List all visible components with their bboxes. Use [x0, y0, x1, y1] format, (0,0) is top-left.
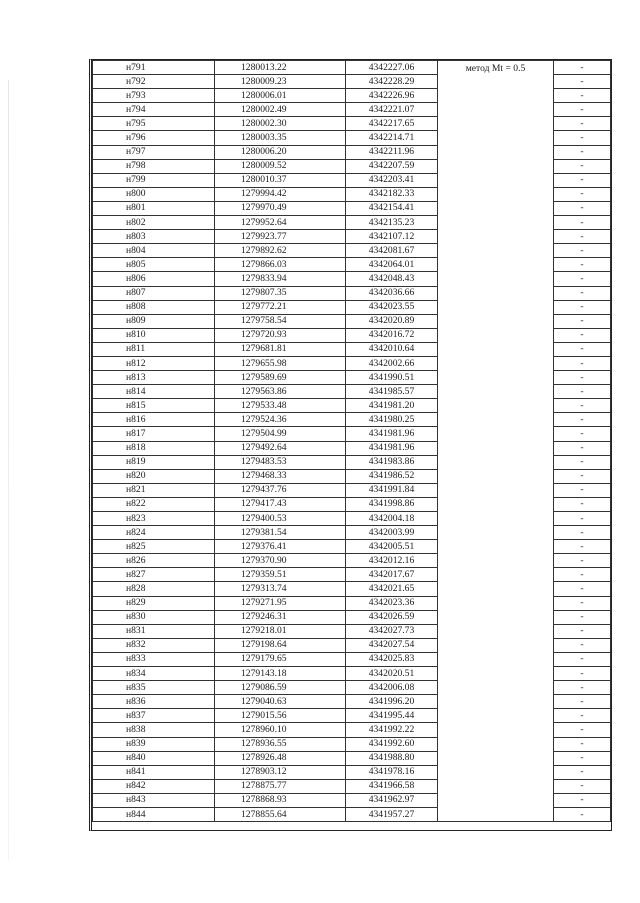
- description-cell: -: [554, 807, 611, 821]
- description-cell: -: [554, 371, 611, 385]
- x-coordinate-cell: 1279086.59: [215, 681, 346, 695]
- y-coordinate-cell: 4341992.60: [346, 737, 438, 751]
- y-coordinate-cell: 4342016.72: [346, 328, 438, 342]
- description-cell: -: [554, 201, 611, 215]
- description-cell: -: [554, 103, 611, 117]
- point-id-cell: н835: [93, 681, 215, 695]
- x-coordinate-cell: 1279866.03: [215, 258, 346, 272]
- y-coordinate-cell: 4342214.71: [346, 131, 438, 145]
- x-coordinate-cell: 1279359.51: [215, 568, 346, 582]
- x-coordinate-cell: 1278936.55: [215, 737, 346, 751]
- y-coordinate-cell: 4342064.01: [346, 258, 438, 272]
- point-id-cell: н823: [93, 512, 215, 526]
- y-coordinate-cell: 4342003.99: [346, 526, 438, 540]
- description-cell: -: [554, 75, 611, 89]
- point-id-cell: н803: [93, 230, 215, 244]
- x-coordinate-cell: 1279218.01: [215, 624, 346, 638]
- description-cell: -: [554, 610, 611, 624]
- y-coordinate-cell: 4341992.22: [346, 723, 438, 737]
- description-cell: -: [554, 230, 611, 244]
- point-id-cell: н815: [93, 399, 215, 413]
- description-cell: -: [554, 737, 611, 751]
- description-cell: -: [554, 723, 611, 737]
- point-id-cell: н820: [93, 469, 215, 483]
- x-coordinate-cell: 1279143.18: [215, 667, 346, 681]
- x-coordinate-cell: 1279198.64: [215, 638, 346, 652]
- y-coordinate-cell: 4341981.96: [346, 427, 438, 441]
- description-cell: -: [554, 596, 611, 610]
- description-cell: -: [554, 765, 611, 779]
- point-id-cell: н813: [93, 371, 215, 385]
- y-coordinate-cell: 4341966.58: [346, 779, 438, 793]
- y-coordinate-cell: 4342226.96: [346, 89, 438, 103]
- y-coordinate-cell: 4341981.20: [346, 399, 438, 413]
- point-id-cell: н800: [93, 187, 215, 201]
- x-coordinate-cell: 1278855.64: [215, 807, 346, 821]
- point-id-cell: н843: [93, 793, 215, 807]
- x-coordinate-cell: 1279533.48: [215, 399, 346, 413]
- y-coordinate-cell: 4342036.66: [346, 286, 438, 300]
- description-cell: -: [554, 328, 611, 342]
- point-id-cell: н805: [93, 258, 215, 272]
- description-cell: -: [554, 455, 611, 469]
- x-coordinate-cell: 1279758.54: [215, 314, 346, 328]
- point-id-cell: н836: [93, 695, 215, 709]
- point-id-cell: н802: [93, 216, 215, 230]
- y-coordinate-cell: 4342221.07: [346, 103, 438, 117]
- description-cell: -: [554, 624, 611, 638]
- description-cell: -: [554, 469, 611, 483]
- point-id-cell: н812: [93, 356, 215, 370]
- x-coordinate-cell: 1279381.54: [215, 526, 346, 540]
- y-coordinate-cell: 4342026.59: [346, 610, 438, 624]
- point-id-cell: н797: [93, 145, 215, 159]
- description-cell: -: [554, 173, 611, 187]
- y-coordinate-cell: 4342228.29: [346, 75, 438, 89]
- description-cell: -: [554, 286, 611, 300]
- description-cell: -: [554, 399, 611, 413]
- point-id-cell: н834: [93, 667, 215, 681]
- x-coordinate-cell: 1279772.21: [215, 300, 346, 314]
- x-coordinate-cell: 1279040.63: [215, 695, 346, 709]
- x-coordinate-cell: 1279246.31: [215, 610, 346, 624]
- point-id-cell: н839: [93, 737, 215, 751]
- x-coordinate-cell: 1279417.43: [215, 497, 346, 511]
- y-coordinate-cell: 4341985.57: [346, 385, 438, 399]
- x-coordinate-cell: 1279400.53: [215, 512, 346, 526]
- y-coordinate-cell: 4342004.18: [346, 512, 438, 526]
- y-coordinate-cell: 4342002.66: [346, 356, 438, 370]
- y-coordinate-cell: 4342017.67: [346, 568, 438, 582]
- x-coordinate-cell: 1278926.48: [215, 751, 346, 765]
- description-cell: -: [554, 61, 611, 75]
- x-coordinate-cell: 1280006.20: [215, 145, 346, 159]
- coordinates-table-body: [93, 61, 611, 822]
- x-coordinate-cell: 1279492.64: [215, 441, 346, 455]
- point-id-cell: н844: [93, 807, 215, 821]
- description-cell: -: [554, 526, 611, 540]
- point-id-cell: н810: [93, 328, 215, 342]
- y-coordinate-cell: 4342021.65: [346, 582, 438, 596]
- coordinates-table: [92, 60, 611, 822]
- x-coordinate-cell: 1279370.90: [215, 554, 346, 568]
- coordinates-table-frame: [89, 59, 612, 831]
- description-cell: -: [554, 582, 611, 596]
- point-id-cell: н814: [93, 385, 215, 399]
- x-coordinate-cell: 1279179.65: [215, 652, 346, 666]
- point-id-cell: н831: [93, 624, 215, 638]
- point-id-cell: н824: [93, 526, 215, 540]
- y-coordinate-cell: 4341986.52: [346, 469, 438, 483]
- point-id-cell: н842: [93, 779, 215, 793]
- point-id-cell: н829: [93, 596, 215, 610]
- description-cell: -: [554, 497, 611, 511]
- x-coordinate-cell: 1280010.37: [215, 173, 346, 187]
- description-cell: -: [554, 681, 611, 695]
- point-id-cell: н794: [93, 103, 215, 117]
- point-id-cell: н807: [93, 286, 215, 300]
- y-coordinate-cell: 4342023.55: [346, 300, 438, 314]
- y-coordinate-cell: 4342012.16: [346, 554, 438, 568]
- description-cell: -: [554, 779, 611, 793]
- point-id-cell: н795: [93, 117, 215, 131]
- description-cell: -: [554, 638, 611, 652]
- x-coordinate-cell: 1278903.12: [215, 765, 346, 779]
- point-id-cell: н833: [93, 652, 215, 666]
- description-cell: -: [554, 300, 611, 314]
- point-id-cell: н791: [93, 61, 215, 75]
- scan-edge-artifact: [8, 80, 9, 860]
- x-coordinate-cell: 1280006.01: [215, 89, 346, 103]
- x-coordinate-cell: 1279892.62: [215, 244, 346, 258]
- point-id-cell: н841: [93, 765, 215, 779]
- x-coordinate-cell: 1280003.35: [215, 131, 346, 145]
- y-coordinate-cell: 4342020.89: [346, 314, 438, 328]
- point-id-cell: н799: [93, 173, 215, 187]
- description-cell: -: [554, 342, 611, 356]
- x-coordinate-cell: 1279468.33: [215, 469, 346, 483]
- y-coordinate-cell: 4341981.96: [346, 441, 438, 455]
- description-cell: -: [554, 159, 611, 173]
- description-cell: -: [554, 131, 611, 145]
- method-cell: метод Mt = 0.5: [438, 61, 554, 822]
- point-id-cell: н808: [93, 300, 215, 314]
- x-coordinate-cell: 1279437.76: [215, 483, 346, 497]
- description-cell: -: [554, 441, 611, 455]
- x-coordinate-cell: 1279923.77: [215, 230, 346, 244]
- y-coordinate-cell: 4341990.51: [346, 371, 438, 385]
- x-coordinate-cell: 1279376.41: [215, 540, 346, 554]
- y-coordinate-cell: 4342203.41: [346, 173, 438, 187]
- point-id-cell: н837: [93, 709, 215, 723]
- point-id-cell: н798: [93, 159, 215, 173]
- description-cell: -: [554, 356, 611, 370]
- x-coordinate-cell: 1279994.42: [215, 187, 346, 201]
- y-coordinate-cell: 4342010.64: [346, 342, 438, 356]
- point-id-cell: н793: [93, 89, 215, 103]
- description-cell: -: [554, 244, 611, 258]
- y-coordinate-cell: 4341980.25: [346, 413, 438, 427]
- point-id-cell: н828: [93, 582, 215, 596]
- description-cell: -: [554, 751, 611, 765]
- y-coordinate-cell: 4341978.16: [346, 765, 438, 779]
- point-id-cell: н822: [93, 497, 215, 511]
- description-cell: -: [554, 117, 611, 131]
- x-coordinate-cell: 1279720.93: [215, 328, 346, 342]
- point-id-cell: н827: [93, 568, 215, 582]
- x-coordinate-cell: 1280009.52: [215, 159, 346, 173]
- point-id-cell: н817: [93, 427, 215, 441]
- point-id-cell: н804: [93, 244, 215, 258]
- description-cell: -: [554, 667, 611, 681]
- y-coordinate-cell: 4342182.33: [346, 187, 438, 201]
- y-coordinate-cell: 4342107.12: [346, 230, 438, 244]
- description-cell: -: [554, 793, 611, 807]
- point-id-cell: н838: [93, 723, 215, 737]
- x-coordinate-cell: 1279563.86: [215, 385, 346, 399]
- x-coordinate-cell: 1280009.23: [215, 75, 346, 89]
- point-id-cell: н816: [93, 413, 215, 427]
- point-id-cell: н840: [93, 751, 215, 765]
- y-coordinate-cell: 4342211.96: [346, 145, 438, 159]
- description-cell: -: [554, 427, 611, 441]
- point-id-cell: н809: [93, 314, 215, 328]
- x-coordinate-cell: 1279015.56: [215, 709, 346, 723]
- y-coordinate-cell: 4342048.43: [346, 272, 438, 286]
- description-cell: -: [554, 314, 611, 328]
- point-id-cell: н801: [93, 201, 215, 215]
- description-cell: -: [554, 272, 611, 286]
- x-coordinate-cell: 1280002.30: [215, 117, 346, 131]
- x-coordinate-cell: 1279952.64: [215, 216, 346, 230]
- y-coordinate-cell: 4342027.54: [346, 638, 438, 652]
- y-coordinate-cell: 4341991.84: [346, 483, 438, 497]
- description-cell: -: [554, 258, 611, 272]
- description-cell: -: [554, 413, 611, 427]
- x-coordinate-cell: 1278960.10: [215, 723, 346, 737]
- point-id-cell: н806: [93, 272, 215, 286]
- y-coordinate-cell: 4341988.80: [346, 751, 438, 765]
- y-coordinate-cell: 4342025.83: [346, 652, 438, 666]
- x-coordinate-cell: 1279589.69: [215, 371, 346, 385]
- point-id-cell: н818: [93, 441, 215, 455]
- x-coordinate-cell: 1279524.36: [215, 413, 346, 427]
- description-cell: -: [554, 187, 611, 201]
- point-id-cell: н792: [93, 75, 215, 89]
- y-coordinate-cell: 4341962.97: [346, 793, 438, 807]
- y-coordinate-cell: 4341957.27: [346, 807, 438, 821]
- point-id-cell: н830: [93, 610, 215, 624]
- description-cell: -: [554, 216, 611, 230]
- x-coordinate-cell: 1278868.93: [215, 793, 346, 807]
- y-coordinate-cell: 4342217.65: [346, 117, 438, 131]
- description-cell: -: [554, 483, 611, 497]
- y-coordinate-cell: 4341983.86: [346, 455, 438, 469]
- y-coordinate-cell: 4342023.36: [346, 596, 438, 610]
- y-coordinate-cell: 4342020.51: [346, 667, 438, 681]
- y-coordinate-cell: 4341995.44: [346, 709, 438, 723]
- description-cell: -: [554, 695, 611, 709]
- y-coordinate-cell: 4342081.67: [346, 244, 438, 258]
- y-coordinate-cell: 4342154.41: [346, 201, 438, 215]
- x-coordinate-cell: 1279681.81: [215, 342, 346, 356]
- y-coordinate-cell: 4342005.51: [346, 540, 438, 554]
- x-coordinate-cell: 1279655.98: [215, 356, 346, 370]
- table-row: [93, 61, 611, 75]
- y-coordinate-cell: 4341996.20: [346, 695, 438, 709]
- point-id-cell: н825: [93, 540, 215, 554]
- y-coordinate-cell: 4341998.86: [346, 497, 438, 511]
- x-coordinate-cell: 1279313.74: [215, 582, 346, 596]
- point-id-cell: н826: [93, 554, 215, 568]
- description-cell: -: [554, 145, 611, 159]
- x-coordinate-cell: 1279807.35: [215, 286, 346, 300]
- x-coordinate-cell: 1279833.94: [215, 272, 346, 286]
- description-cell: -: [554, 89, 611, 103]
- description-cell: -: [554, 568, 611, 582]
- y-coordinate-cell: 4342135.23: [346, 216, 438, 230]
- point-id-cell: н832: [93, 638, 215, 652]
- x-coordinate-cell: 1278875.77: [215, 779, 346, 793]
- x-coordinate-cell: 1279483.53: [215, 455, 346, 469]
- description-cell: -: [554, 540, 611, 554]
- x-coordinate-cell: 1280002.49: [215, 103, 346, 117]
- description-cell: -: [554, 652, 611, 666]
- point-id-cell: н821: [93, 483, 215, 497]
- x-coordinate-cell: 1279504.99: [215, 427, 346, 441]
- description-cell: -: [554, 512, 611, 526]
- x-coordinate-cell: 1280013.22: [215, 61, 346, 75]
- description-cell: -: [554, 554, 611, 568]
- description-cell: -: [554, 385, 611, 399]
- point-id-cell: н796: [93, 131, 215, 145]
- y-coordinate-cell: 4342207.59: [346, 159, 438, 173]
- point-id-cell: н811: [93, 342, 215, 356]
- x-coordinate-cell: 1279271.95: [215, 596, 346, 610]
- y-coordinate-cell: 4342006.08: [346, 681, 438, 695]
- point-id-cell: н819: [93, 455, 215, 469]
- description-cell: -: [554, 709, 611, 723]
- y-coordinate-cell: 4342227.06: [346, 61, 438, 75]
- x-coordinate-cell: 1279970.49: [215, 201, 346, 215]
- y-coordinate-cell: 4342027.73: [346, 624, 438, 638]
